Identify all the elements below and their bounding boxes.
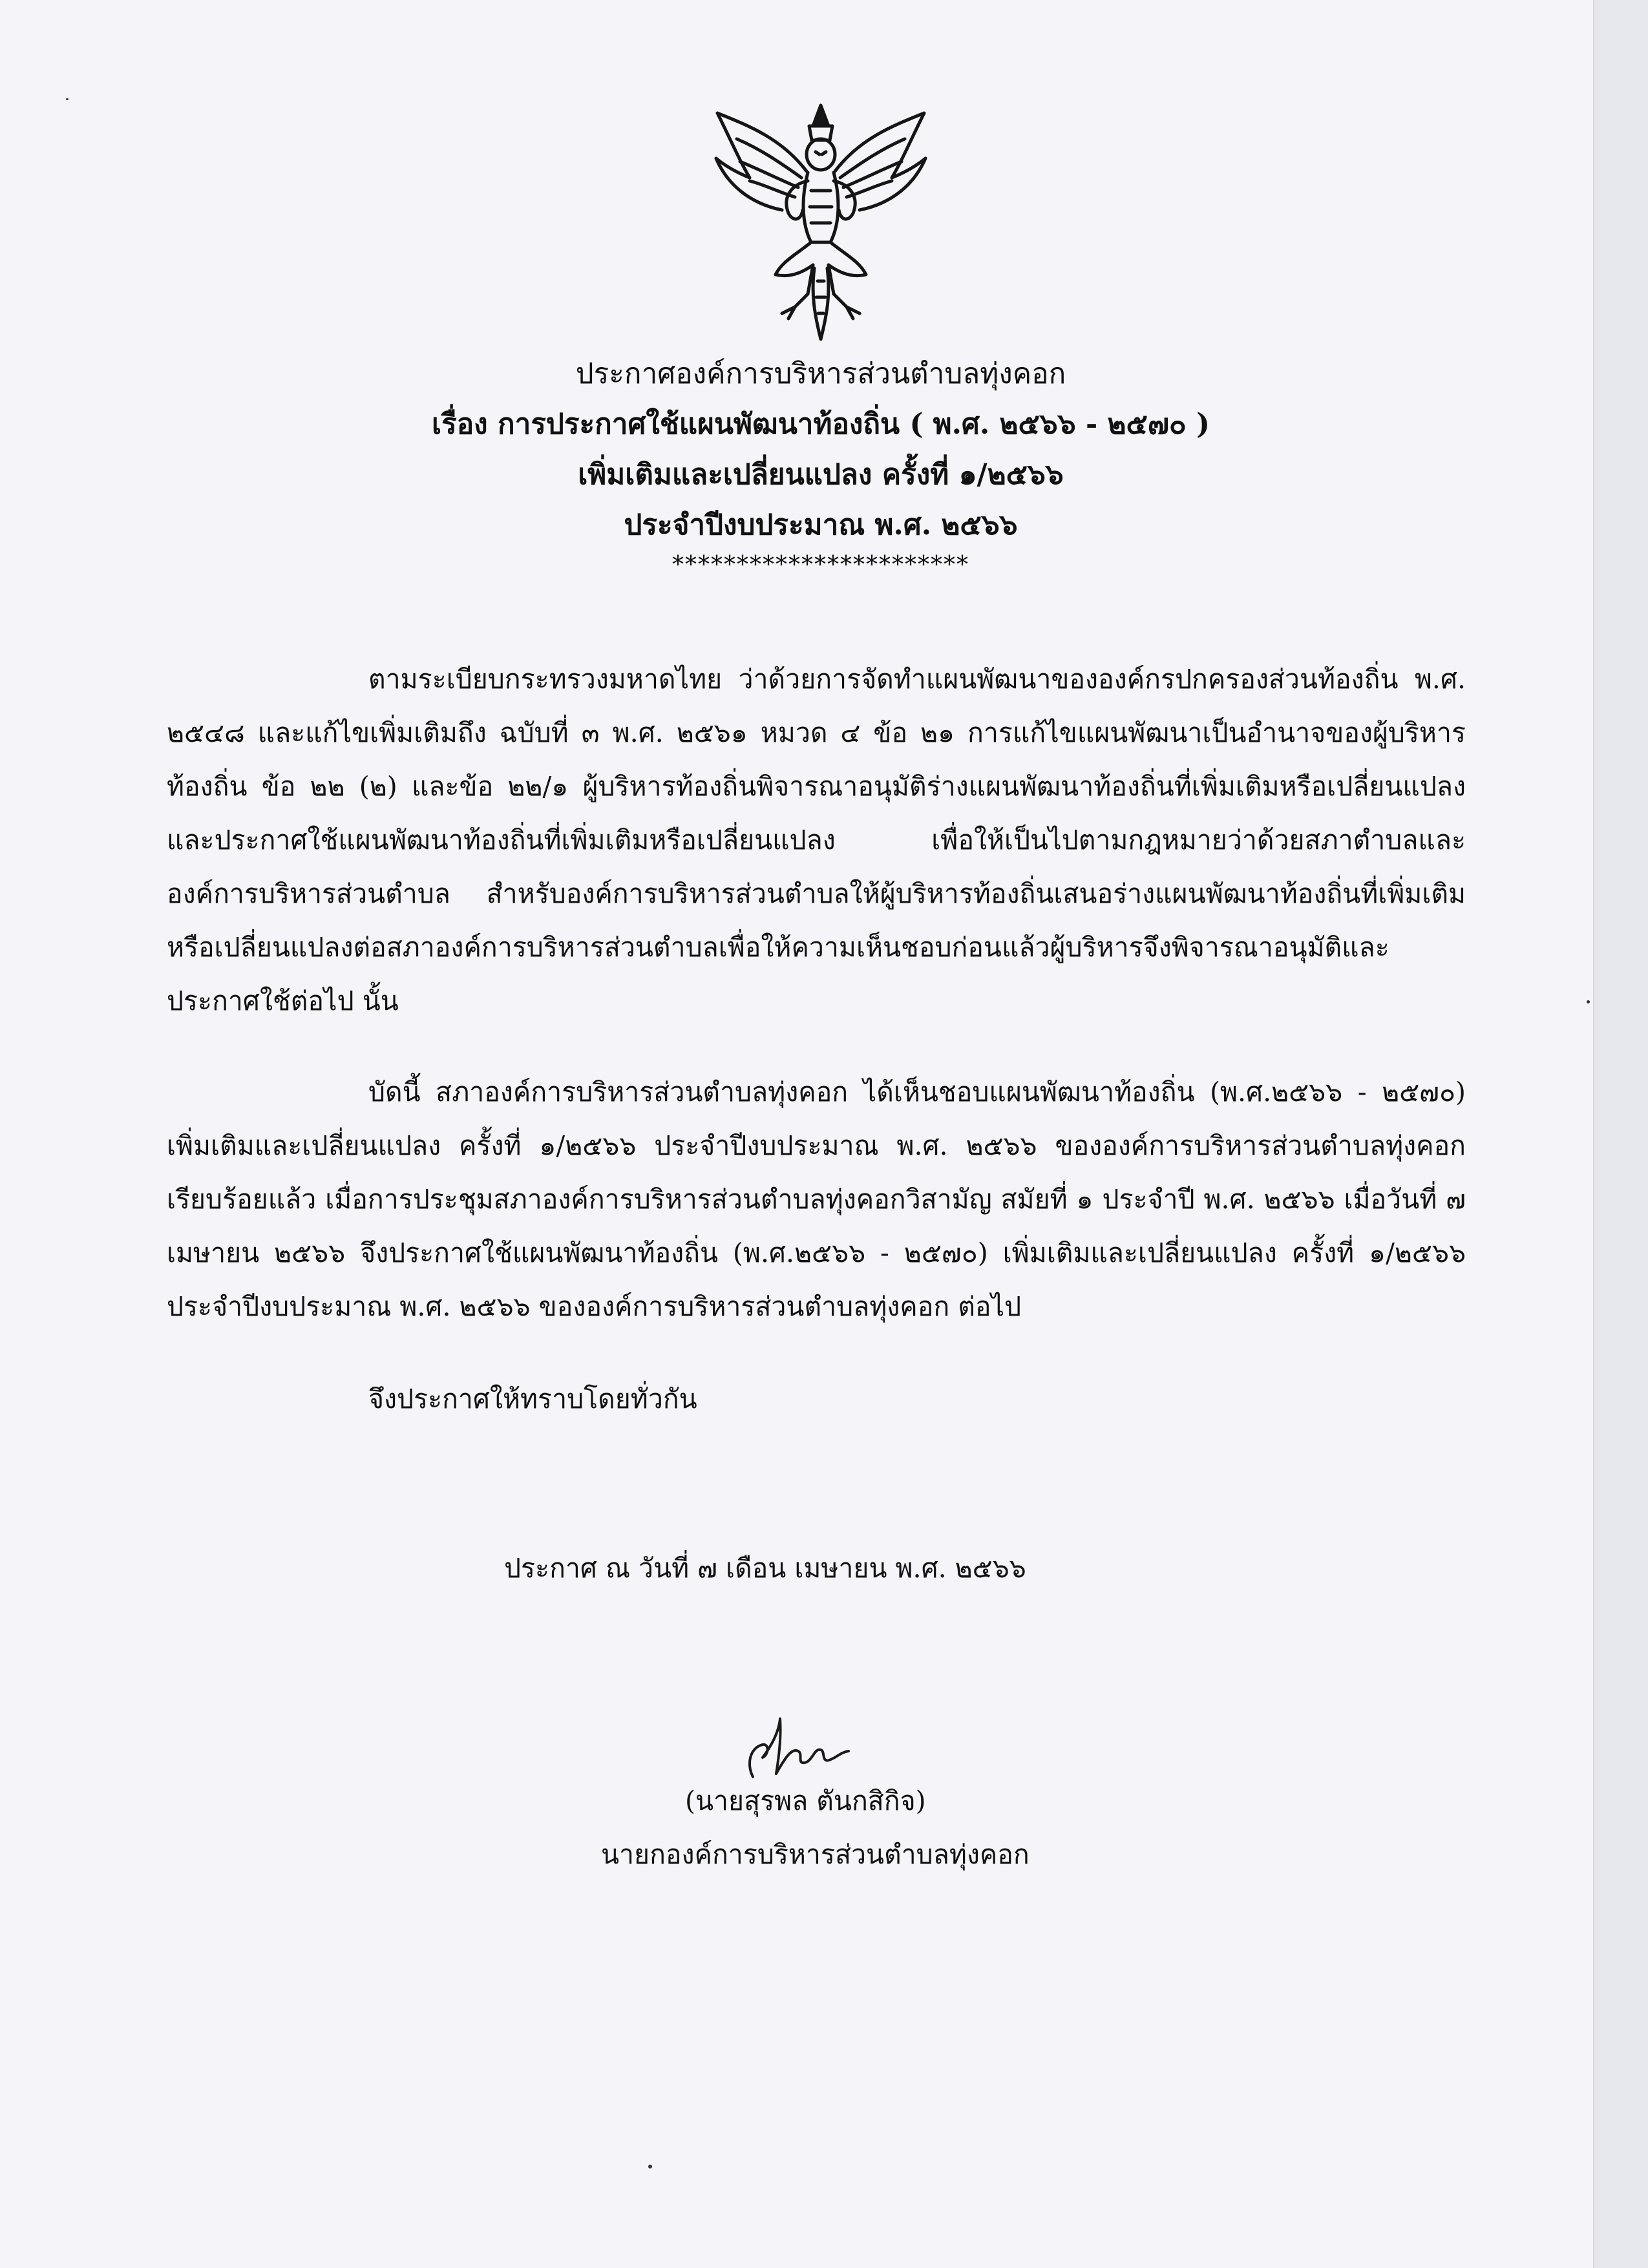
announcement-date: ประกาศ ณ วันที่ ๗ เดือน เมษายน พ.ศ. ๒๕๖๖: [504, 1553, 1026, 1584]
fiscal-year-line: ประจำปีงบประมาณ พ.ศ. ๒๕๖๖: [624, 509, 1018, 541]
paragraph-regulation: ตามระเบียบกระทรวงมหาดไทย ว่าด้วยการจัดทำแผนพัฒนาขององค์กรปกครองส่วนท้องถิ่น พ.ศ. ๒๕๔๘ และแก้ไขเพิ่มเติมถึง ฉบับที่ ๓ พ.ศ. ๒๕๖๑ หมวด ๔ ข้อ ๒๑ การแก้ไขแผนพัฒนาเป็นอำนาจของผู้บริหารท้องถิ่น ข้อ ๒๒ (๒) และข้อ ๒๒/๑ ผู้บริหารท้องถิ่นพิจารณาอนุมัติร่างแผนพัฒนาท้องถิ่นที่เพิ่มเติมหรือเปลี่ยนแปลงและประกาศใช้แผนพัฒนาท้องถิ่นที่เพิ่มเติมหรือเปลี่ยนแปลง เพื่อให้เป็นไปตามกฎหมายว่าด้วยสภาตำบลและองค์การบริหารส่วนตำบล สำหรับองค์การบริหารส่วนตำบลให้ผู้บริหารท้องถิ่นเสนอร่างแผนพัฒนาท้องถิ่นที่เพิ่มเติมหรือเปลี่ยนแปลงต่อสภาองค์การบริหารส่วนตำบลเพื่อให้ความเห็นชอบก่อนแล้วผู้บริหารจึงพิจารณาอนุมัติและประกาศใช้ต่อไป นั้น: [167, 664, 1466, 1016]
separator-stars: ***********************: [672, 552, 969, 578]
signer-position: นายกองค์การบริหารส่วนตำบลทุ่งคอก: [601, 1839, 1030, 1870]
scan-speck: [648, 2165, 652, 2168]
scan-speck: [1587, 1000, 1590, 1003]
issuer-title: ประกาศองค์การบริหารส่วนตำบลทุ่งคอก: [575, 357, 1066, 390]
scan-speck: [66, 98, 69, 100]
scanner-margin: [1594, 0, 1648, 2268]
paragraph-approval: บัดนี้ สภาองค์การบริหารส่วนตำบลทุ่งคอก ได้เห็นชอบแผนพัฒนาท้องถิ่น (พ.ศ.๒๕๖๖ - ๒๕๗๐) เพิ่มเติมและเปลี่ยนแปลง ครั้งที่ ๑/๒๕๖๖ ประจำปีงบประมาณ พ.ศ. ๒๕๖๖ ขององค์การบริหารส่วนตำบลทุ่งคอก เรียบร้อยแล้ว เมื่อการประชุมสภาองค์การบริหารส่วนตำบลทุ่งคอกวิสามัญ สมัยที่ ๑ ประจำปี พ.ศ. ๒๕๖๖ เมื่อวันที่ ๗ เมษายน ๒๕๖๖ จึงประกาศใช้แผนพัฒนาท้องถิ่น (พ.ศ.๒๕๖๖ - ๒๕๗๐) เพิ่มเติมและเปลี่ยนแปลง ครั้งที่ ๑/๒๕๖๖ ประจำปีงบประมาณ พ.ศ. ๒๕๖๖ ขององค์การบริหารส่วนตำบลทุ่งคอก ต่อไป: [167, 1076, 1466, 1322]
announcement-body: [167, 653, 1466, 1464]
announcement-header: [155, 349, 1486, 580]
amendment-line: เพิ่มเติมและเปลี่ยนแปลง ครั้งที่ ๑/๒๕๖๖: [578, 458, 1064, 491]
signer-name: (นายสุรพล ตันกสิกิจ): [685, 1785, 926, 1816]
garuda-emblem-icon: [704, 100, 937, 346]
subject-line: เรื่อง การประกาศใช้แผนพัฒนาท้องถิ่น ( พ.ศ. ๒๕๖๖ - ๒๕๗๐ ): [432, 408, 1210, 441]
paragraph-closing: จึงประกาศให้ทราบโดยทั่วกัน: [368, 1383, 697, 1414]
